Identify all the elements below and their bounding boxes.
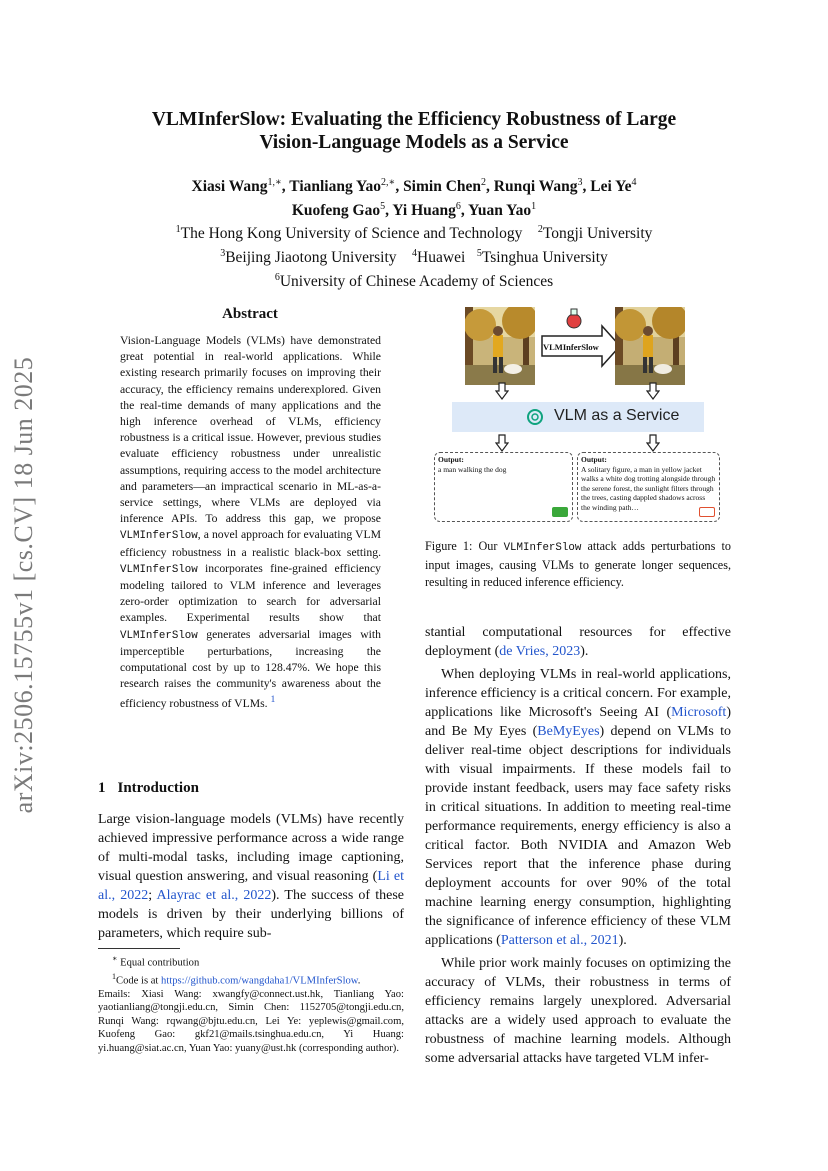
affiliations: $^1$The Hong Kong University of Science and Technology $^2$Tongji University $^3$Beijing Jiaotong University $^4$Huawei $^5$Tsinghua University $^6$University of Chinese Academy of Sciences (175, 224, 653, 290)
citation-link[interactable]: de Vries, 2023 (499, 644, 581, 659)
abstract-heading: Abstract (222, 306, 278, 322)
efficiency-badge (699, 507, 715, 517)
arxiv-identifier: arXiv:2506.15755v1 [cs.CV] 18 Jun 2025 (9, 356, 38, 814)
footnote-link[interactable]: 1 (270, 694, 276, 706)
figure-1 (425, 302, 731, 528)
paper-title: VLMInferSlow: Evaluating the Efficiency Robustness of Large Vision-Language Models as a Service (151, 109, 677, 153)
efficiency-badge (552, 507, 568, 517)
arrow-down-icon (646, 382, 660, 400)
citation-link[interactable]: Alayrac et al., 2022 (156, 888, 272, 903)
arrow-down-icon (495, 434, 509, 452)
perturbed-image (615, 307, 685, 385)
section-heading: 1 Introduction (98, 780, 199, 796)
footnotes: ∗ Equal contribution $^1$Code is at https://github.com/wangdaha1/VLMInferSlow. Emails: Xiasi Wang: xwangfy@connect.ust.hk, Tianliang Yao: yaotianliang@tongji.edu.cn, Simin Chen: 1152705@tongji.edu.cn, Runqi Wang: rqwang@bjtu.edu.cn, Lei Ye: yeplewis@gmail.com, Kuofeng Gao: gkf21@mails.tsinghua.edu.cn, Yi Huang: yi.huang@siat.ac.cn, Yuan Yao: yuany@ust.hk (corresponding author). (98, 954, 404, 1054)
original-image (465, 307, 535, 385)
author-names: Xiasi Wang$^{1,∗}$, Tianliang Yao$^{2,∗}$, Simin Chen$^2$, Runqi Wang$^3$, Lei Ye$^4$ Kuofeng Gao$^5$, Yi Huang$^6$, Yuan Yao$^1$ (191, 177, 637, 219)
abstract-text: Vision-Language Models (VLMs) have demonstrated great potential in real-world applications. While existing research primarily focuses on improving their accuracy, the efficiency remains underexplored. Given the real-time demands of many applications and the high inference overhead of VLMs, efficiency robustness is a critical issue. However, previous studies evaluate efficiency robustness under unrealistic assumptions, requiring access to the model architecture and parameters—an impractical scenario in ML-as-a-service settings, where VLMs are deployed via inference APIs. To address this gap, we propose VLMInferSlow, a novel approach for evaluating VLM efficiency robustness in a realistic black-box setting. VLMInferSlow incorporates fine-grained efficiency modeling tailored to VLM inference and leverages zero-order optimization to search for adversarial examples. Experimental results show that VLMInferSlow generates adversarial images with imperceptible perturbations, increasing the computational cost by up to 128.47%. We hope this research raises the community's awareness about the efficiency robustness of VLMs. $^1$ (120, 334, 381, 711)
attack-label: VLMInferSlow (543, 342, 599, 352)
author-block (100, 173, 728, 291)
output-box-original: Output: a man walking the dog (434, 452, 573, 522)
output-box-attacked: Output: A solitary figure, a man in yellow jacket walks a white dog trotting alongside through the serene forest, the sunlight filters through the trees, casting dappled shadows across the winding path… (577, 452, 720, 522)
openai-logo-icon (526, 408, 544, 426)
arrow-down-icon (495, 382, 509, 400)
citation-link[interactable]: Patterson et al., 2021 (500, 933, 619, 948)
vlm-service-box: VLM as a Service (452, 402, 704, 432)
intro-paragraph: Large vision-language models (VLMs) have recently achieved impressive performance across a wide range of multi-modal tasks, including image captioning, visual question answering, and visual reasoning (Li et al., 2022; Alayrac et al., 2022). The success of these models is driven by their underlying billions of parameters, which require sub- (98, 812, 405, 941)
citation-link[interactable]: BeMyEyes (537, 724, 600, 739)
footnote-divider (98, 948, 180, 949)
figure-caption: Figure 1: Our VLMInferSlow attack adds perturbations to input images, causing VLMs to generate longer sequences, resulting in reduced inference efficiency. (425, 539, 731, 589)
potion-icon (562, 306, 586, 330)
citation-link[interactable]: Li et al., 2022 (98, 869, 405, 903)
code-link[interactable]: https://github.com/wangdaha1/VLMInferSlow (161, 975, 358, 987)
citation-link[interactable]: Microsoft (671, 705, 727, 720)
arrow-down-icon (646, 434, 660, 452)
right-column-text: stantial computational resources for effective deployment (de Vries, 2023). When deploying VLMs in real-world applications, inference efficiency is a critical concern. For example, applications like Microsoft's Seeing AI (Microsoft) and Be My Eyes (BeMyEyes) depend on VLMs to deliver real-time object descriptions for individuals with visual impairments. If these models fail to provide instant feedback, users may face safety risks in critical situations. In addition to meeting real-time performance requirements, energy efficiency is also a critical factor. Both NVIDIA and Amazon Web Services report that the inference phase during deployment accounts for over 90% of the total machine learning energy consumption, highlighting the significance of inference efficiency of these VLM applications (Patterson et al., 2021). While prior work mainly focuses on optimizing the accuracy of VLMs, their robustness in terms of efficiency remains largely unexplored. Adversarial attacks are a widely used approach to evaluate the robustness of machine learning models. Although some adversarial attacks have targeted VLM infer- (425, 625, 731, 1066)
